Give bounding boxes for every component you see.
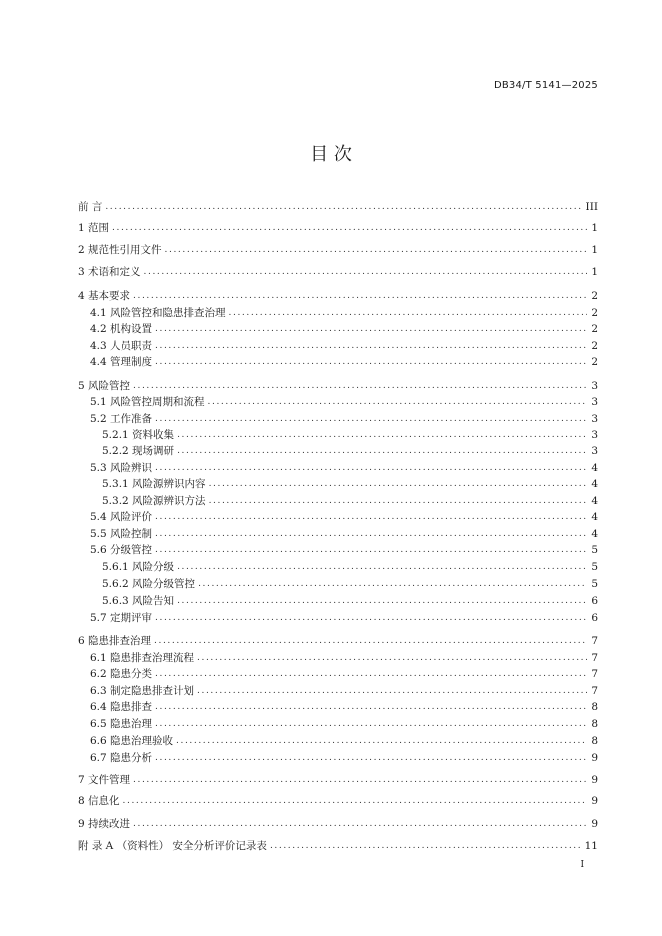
toc-leader-dots [229,306,588,321]
toc-entry-page: 8 [591,735,598,747]
page-number: I [580,860,584,870]
toc-entry[interactable] [78,510,598,525]
toc-entry-page: 8 [591,701,598,713]
toc-entry[interactable] [78,734,598,749]
toc-entry-label: 6.3 制定隐患排查计划 [90,685,195,697]
toc-entry[interactable] [78,527,598,542]
toc-entry-page: 9 [591,818,598,830]
toc-entry-page: 2 [591,323,598,335]
toc-entry-page: 3 [591,429,598,441]
toc-entry-page: III [585,201,598,213]
toc-entry-label: 4.1 风险管控和隐患排查治理 [90,307,226,319]
toc-entry-page: 2 [591,340,598,352]
toc-entry-page: 5 [591,561,598,573]
toc-leader-dots [177,594,587,609]
toc-entry-page: 2 [591,290,598,302]
toc-entry-label: 6.6 隐患治理验收 [90,735,174,747]
document-code: DB34/T 5141—2025 [493,80,598,91]
toc-leader-dots [133,289,587,304]
toc-entry[interactable] [78,751,598,766]
toc-entry[interactable] [78,339,598,354]
toc-entry-label: 5.2.1 资料收集 [102,429,175,441]
toc-entry[interactable] [78,543,598,558]
toc-entry-page: 2 [591,307,598,319]
toc-entry-page: 8 [591,718,598,730]
toc-entry[interactable] [78,289,598,304]
toc-entry-page: 1 [591,244,598,256]
toc-leader-dots [155,667,587,682]
toc-leader-dots [155,339,587,354]
toc-entry-label: 5.3.1 风险源辨识内容 [102,478,206,490]
toc-leader-dots [155,510,587,525]
toc-entry-label: 6.2 隐患分类 [90,668,153,680]
toc-entry[interactable] [78,839,598,854]
toc-entry-label: 5.7 定期评审 [90,612,153,624]
toc-entry-page: 9 [591,752,598,764]
toc-entry-label: 7 文件管理 [78,774,131,786]
toc-entry-page: 2 [591,356,598,368]
toc-entry[interactable] [78,355,598,370]
toc-entry[interactable] [78,461,598,476]
toc-entry-label: 5.5 风险控制 [90,528,153,540]
toc-leader-dots [177,428,587,443]
toc-entry-label: 4 基本要求 [78,290,131,302]
toc-entry[interactable] [78,817,598,832]
toc-entry-page: 6 [591,595,598,607]
toc-entry-page: 3 [591,445,598,457]
toc-entry-page: 4 [591,495,598,507]
toc-entry-label: 4.4 管理制度 [90,356,153,368]
toc-entry-label: 5.6.3 风险告知 [102,595,175,607]
toc-entry[interactable] [78,412,598,427]
toc-leader-dots [165,243,588,258]
toc-entry-label: 2 规范性引用文件 [78,244,162,256]
toc-entry[interactable] [78,428,598,443]
toc-entry-page: 3 [591,380,598,392]
toc-entry-page: 1 [591,266,598,278]
toc-entry-label: 5.6 分级管控 [90,544,153,556]
toc-leader-dots [209,494,588,509]
toc-entry[interactable] [78,395,598,410]
toc-leader-dots [155,355,587,370]
toc-entry[interactable] [78,700,598,715]
toc-entry[interactable] [78,243,598,258]
toc-entry-label: 6.7 隐患分析 [90,752,153,764]
toc-entry[interactable] [78,322,598,337]
toc-entry-label: 5.6.1 风险分级 [102,561,175,573]
toc-entry-label: 6.1 隐患排查治理流程 [90,652,195,664]
toc-entry[interactable] [78,684,598,699]
toc-entry[interactable] [78,717,598,732]
toc-entry[interactable] [78,494,598,509]
toc-entry-label: 6.5 隐患治理 [90,718,153,730]
toc-entry[interactable] [78,444,598,459]
toc-leader-dots [177,444,587,459]
toc-entry[interactable] [78,651,598,666]
toc-leader-dots [133,817,587,832]
toc-leader-dots [155,717,587,732]
toc-entry-label: 8 信息化 [78,795,120,807]
toc-entry[interactable] [78,221,598,236]
toc-entry-page: 4 [591,462,598,474]
toc-leader-dots [133,379,587,394]
toc-entry[interactable] [78,577,598,592]
toc-leader-dots [133,773,587,788]
toc-entry[interactable] [78,200,598,215]
toc-leader-dots [176,734,587,749]
toc-entry[interactable] [78,773,598,788]
toc-entry-label: 9 持续改进 [78,818,131,830]
toc-entry-label: 5.4 风险评价 [90,511,153,523]
toc-entry-page: 4 [591,478,598,490]
toc-entry-page: 5 [591,578,598,590]
toc-entry-label: 3 术语和定义 [78,266,141,278]
toc-leader-dots [209,477,588,492]
toc-entry-page: 7 [591,635,598,647]
toc-entry[interactable] [78,611,598,626]
toc-entry-page: 6 [591,612,598,624]
toc-entry-label: 前 言 [78,201,103,213]
toc-leader-dots [144,265,588,280]
toc-entry-label: 1 范围 [78,222,110,234]
toc-entry-label: 5.1 风险管控周期和流程 [90,396,205,408]
page-title: 目 次 [310,144,352,165]
toc-entry-label: 5.2 工作准备 [90,413,153,425]
toc-entry[interactable] [78,477,598,492]
toc-entry-page: 7 [591,668,598,680]
toc-leader-dots [154,634,587,649]
toc-entry-label: 6 隐患排查治理 [78,635,152,647]
toc-entry[interactable] [78,379,598,394]
toc-leader-dots [112,221,587,236]
toc-entry-label: 5.2.2 现场调研 [102,445,175,457]
toc-entry-page: 3 [591,413,598,425]
toc-entry[interactable] [78,265,598,280]
toc-entry-label: 4.3 人员职责 [90,340,153,352]
toc-leader-dots [105,200,581,215]
toc-entry-label: 5 风险管控 [78,380,131,392]
toc-entry-label: 4.2 机构设置 [90,323,153,335]
toc-leader-dots [197,651,587,666]
toc-leader-dots [155,700,587,715]
toc-leader-dots [198,577,587,592]
toc-entry-page: 5 [591,544,598,556]
toc-entry-page: 9 [591,795,598,807]
toc-entry[interactable] [78,794,598,809]
toc-entry[interactable] [78,634,598,649]
toc-leader-dots [155,322,587,337]
toc-leader-dots [270,839,581,854]
toc-entry[interactable] [78,667,598,682]
toc-entry-page: 9 [591,774,598,786]
toc-entry[interactable] [78,306,598,321]
toc-leader-dots [155,461,587,476]
toc-entry-page: 4 [591,511,598,523]
toc-entry-label: 5.6.2 风险分级管控 [102,578,196,590]
toc-entry-page: 4 [591,528,598,540]
toc-leader-dots [177,560,587,575]
toc-leader-dots [155,412,587,427]
toc-entry-page: 3 [591,396,598,408]
toc-entry-label: 5.3.2 风险源辨识方法 [102,495,206,507]
toc-entry-page: 11 [584,840,598,852]
toc-leader-dots [155,611,587,626]
toc-entry-page: 1 [591,222,598,234]
toc-entry-label: 5.3 风险辨识 [90,462,153,474]
toc-entry-page: 7 [591,685,598,697]
toc-leader-dots [197,684,587,699]
toc-entry-label: 附 录 A （资料性） 安全分析评价记录表 [78,840,267,852]
toc-leader-dots [123,794,588,809]
toc-entry[interactable] [78,594,598,609]
toc-leader-dots [155,527,587,542]
toc-entry-label: 6.4 隐患排查 [90,701,153,713]
toc-entry-page: 7 [591,652,598,664]
toc-leader-dots [208,395,588,410]
toc-leader-dots [155,751,587,766]
toc-leader-dots [155,543,587,558]
toc-entry[interactable] [78,560,598,575]
